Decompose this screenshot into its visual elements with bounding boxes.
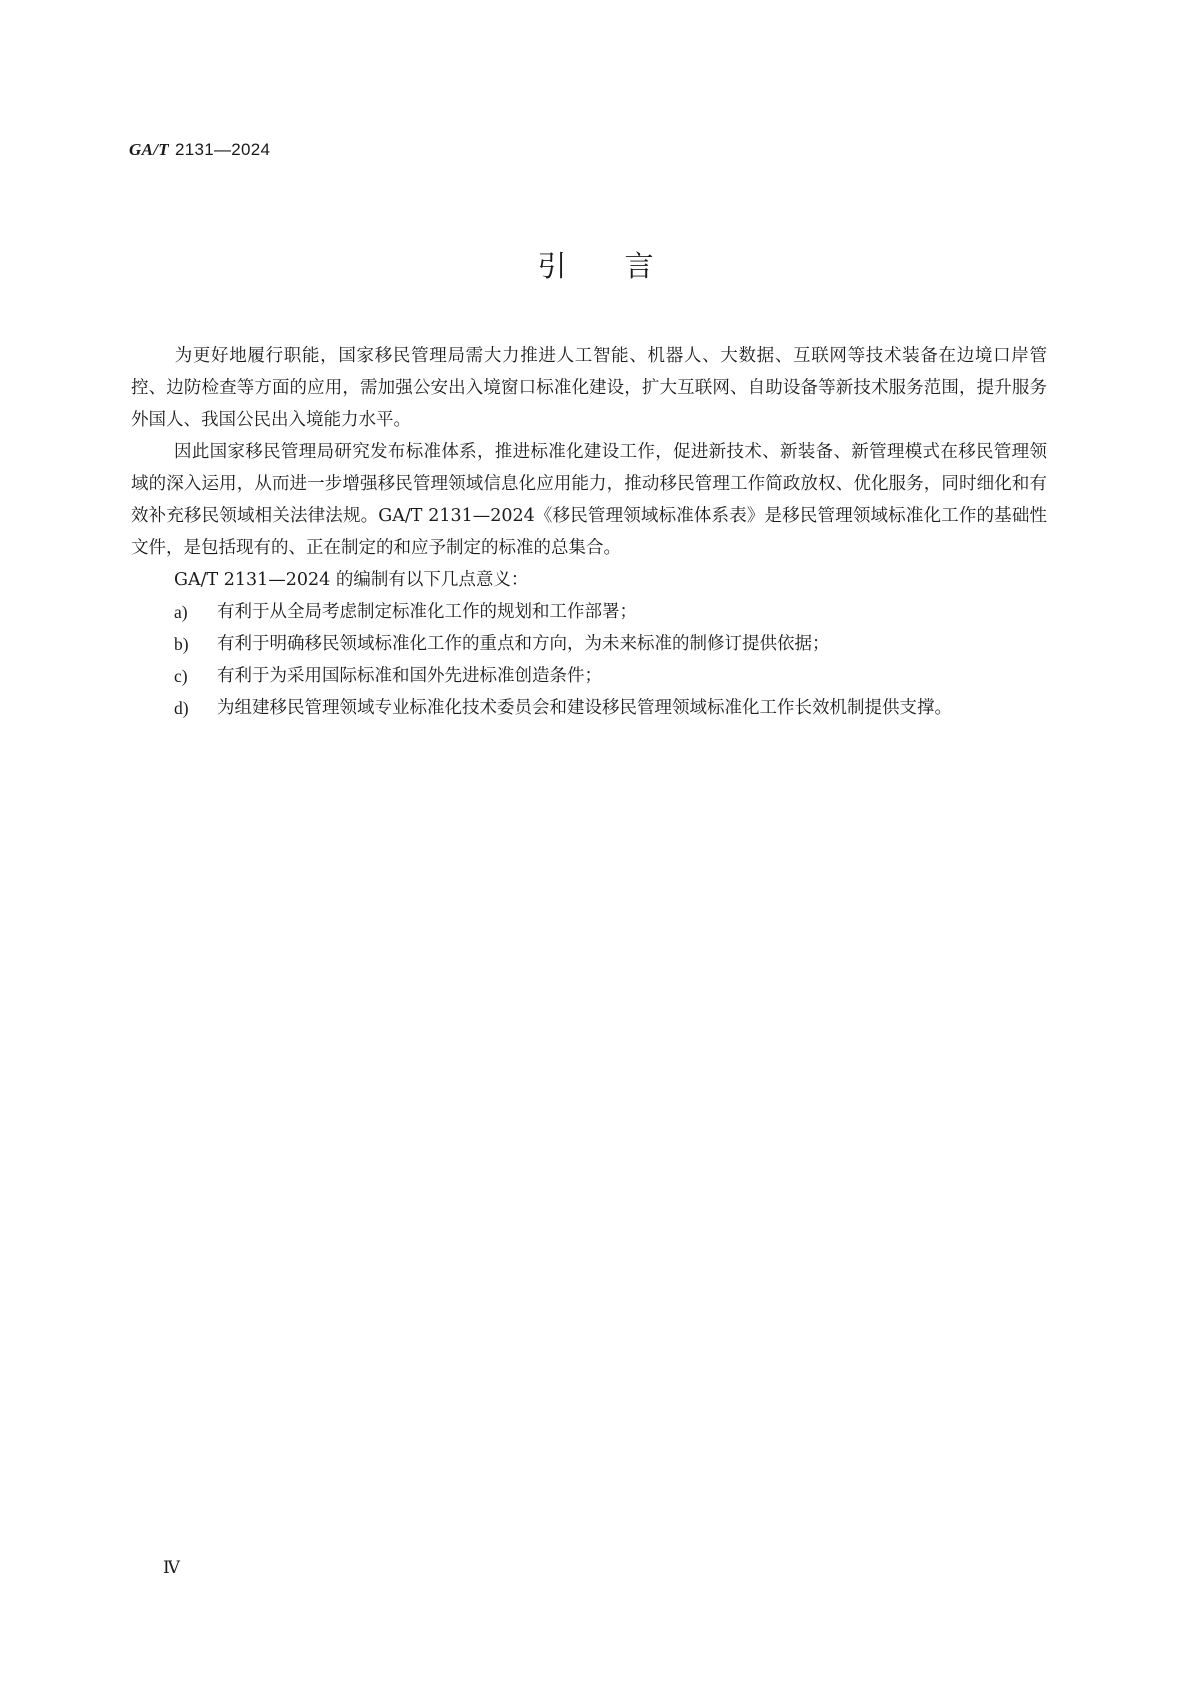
list-marker: c) [174,666,188,686]
list-marker: b) [174,634,189,654]
list-item-text: 有利于为采用国际标准和国外先进标准创造条件； [217,666,602,686]
list-marker: d) [174,698,189,718]
paragraph-text: 为更好地履行职能，国家移民管理局需大力推进人工智能、机器人、大数据、互联网等技术装备在边境口岸管控、边防检查等方面的应用，需加强公安出入境窗口标准化建设，扩大互联网、自助设备等新技术服务范围，提升服务外国人、我国公民出入境能力水平。 [131,346,1047,430]
list-item [174,660,1047,692]
list-item [174,628,1047,660]
paragraph-text: 因此国家移民管理局研究发布标准体系，推进标准化建设工作，促进新技术、新装备、新管理模式在移民管理领域的深入运用，从而进一步增强移民管理领域信息化应用能力，推动移民管理工作简政放权、优化服务，同时细化和有效补充移民领域相关法律法规。GA/T 2131—2024《移民管理领域标准体系表》是移民管理领域标准化工作的基础性文件，是包括现有的、正在制定的和应予制定的标准的总集合。 [131,442,1047,558]
list-item [174,596,1047,628]
list-item-text: 为组建移民管理领域专业标准化技术委员会和建设移民管理领域标准化工作长效机制提供支撑。 [217,698,952,718]
paragraph [131,564,1047,596]
document-code [129,140,270,160]
list-marker: a) [174,602,188,622]
paragraph [131,436,1047,564]
list-item-text: 有利于明确移民领域标准化工作的重点和方向，为未来标准的制修订提供依据； [217,634,830,654]
paragraph-text: GA/T 2131—2024 的编制有以下几点意义： [174,570,529,590]
paragraph [131,340,1047,436]
page-number: Ⅳ [163,1558,180,1577]
document-code-prefix: GA/T [129,140,169,159]
page-title: 引言 [537,249,712,283]
list-item [174,692,1047,724]
document-code-number: 2131—2024 [174,140,271,159]
body-content [131,340,1047,724]
list-item-text: 有利于从全局考虑制定标准化工作的规划和工作部署； [217,602,637,622]
